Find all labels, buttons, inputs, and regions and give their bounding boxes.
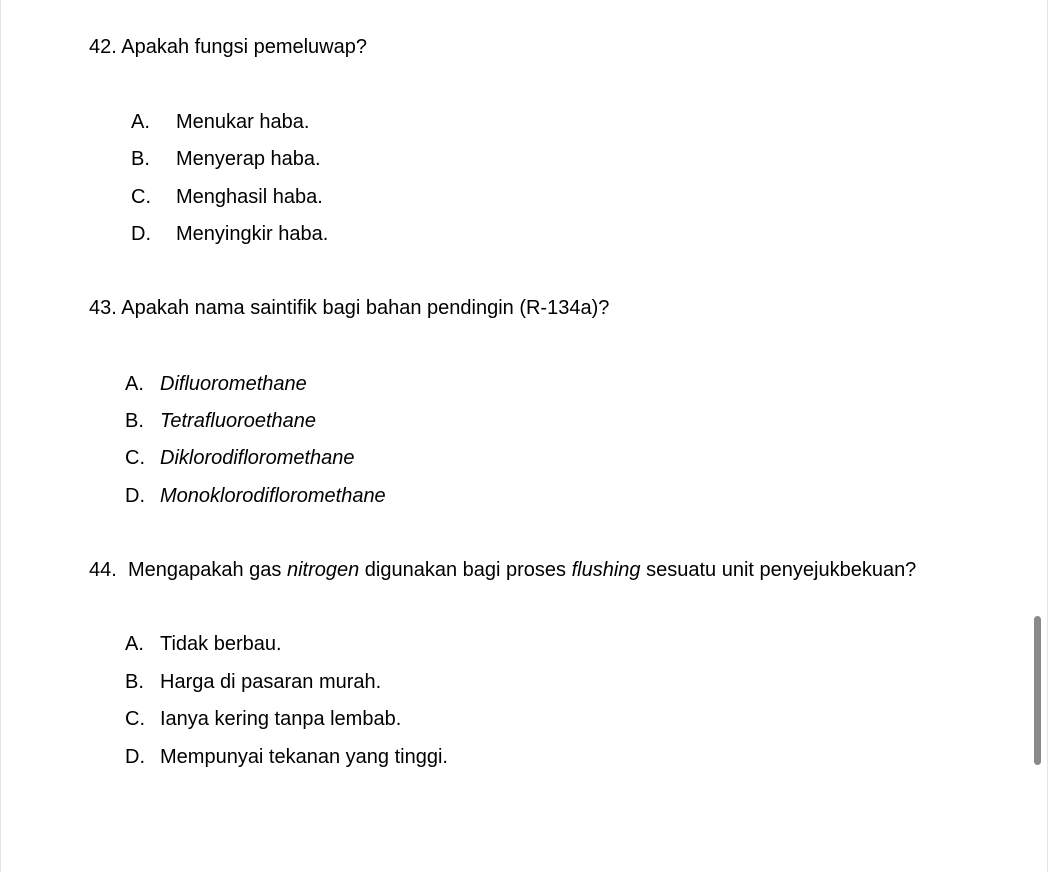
- question-text: Apakah nama saintifik bagi bahan pendingin (R-134a)?: [121, 297, 610, 319]
- option-letter: C.: [125, 708, 145, 730]
- option-44-d: [125, 746, 448, 769]
- option-44-a: [125, 633, 282, 656]
- option-text: Ianya kering tanpa lembab.: [160, 708, 402, 730]
- option-text: Harga di pasaran murah.: [160, 671, 382, 693]
- option-text: Monoklorodifloromethane: [160, 485, 386, 507]
- question-text-part3: sesuatu unit penyejukbekuan?: [640, 559, 917, 581]
- option-letter: A.: [125, 633, 144, 655]
- option-44-c: [125, 708, 401, 731]
- option-letter: D.: [125, 485, 145, 507]
- question-text-italic-nitrogen: nitrogen: [286, 559, 360, 581]
- option-43-a: [125, 373, 307, 396]
- option-43-c: [125, 447, 355, 470]
- vertical-scrollbar[interactable]: [1034, 616, 1041, 765]
- option-text: Difluoromethane: [160, 373, 307, 395]
- question-number: 42.: [89, 36, 117, 58]
- question-44: [89, 559, 916, 582]
- question-text-italic-flushing: flushing: [571, 559, 641, 581]
- option-letter: D.: [131, 223, 151, 245]
- option-text: Mempunyai tekanan yang tinggi.: [160, 746, 448, 768]
- option-letter: B.: [125, 671, 144, 693]
- option-text: Tetrafluoroethane: [160, 410, 317, 432]
- question-text-part2: digunakan bagi proses: [359, 559, 572, 581]
- option-42-d: [131, 223, 328, 246]
- option-text: Menyingkir haba.: [176, 223, 329, 245]
- question-number: 43.: [89, 297, 117, 319]
- option-42-a: [131, 111, 309, 134]
- option-43-b: [125, 410, 316, 433]
- option-letter: C.: [125, 447, 145, 469]
- option-text: Diklorodifloromethane: [160, 447, 355, 469]
- question-number: 44.: [89, 559, 117, 581]
- question-42: [89, 36, 367, 59]
- option-letter: B.: [125, 410, 144, 432]
- option-text: Menghasil haba.: [176, 186, 323, 208]
- option-letter: D.: [125, 746, 145, 768]
- option-42-c: [131, 186, 323, 209]
- option-44-b: [125, 671, 381, 694]
- option-letter: A.: [125, 373, 144, 395]
- option-text: Menyerap haba.: [176, 148, 321, 170]
- question-text-part1: Mengapakah gas: [127, 559, 287, 581]
- option-letter: B.: [131, 148, 150, 170]
- option-letter: A.: [131, 111, 150, 133]
- option-text: Menukar haba.: [176, 111, 310, 133]
- question-43: [89, 297, 609, 320]
- question-text: Apakah fungsi pemeluwap?: [121, 36, 367, 58]
- option-42-b: [131, 148, 321, 171]
- option-43-d: [125, 485, 386, 508]
- option-letter: C.: [131, 186, 151, 208]
- option-text: Tidak berbau.: [160, 633, 282, 655]
